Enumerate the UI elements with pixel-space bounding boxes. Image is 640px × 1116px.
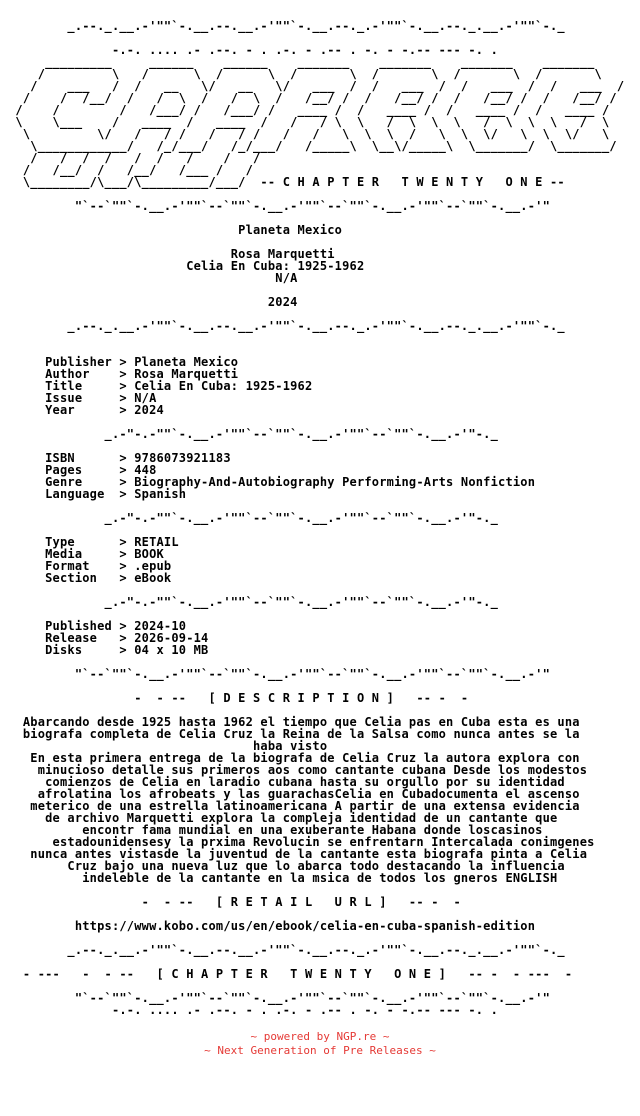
nfo-line: Media > BOOK xyxy=(8,547,164,561)
nfo-line: - - -- [ D E S C R I P T I O N ] -- - - xyxy=(8,691,469,705)
nfo-line: _________ ______ ______ _______ _______ _______ _______ xyxy=(8,55,595,69)
nfo-line: Author > Rosa Marquetti xyxy=(8,367,239,381)
nfo-line: En esta primera entrega de la biografa de Celia Cruz la autora explora con xyxy=(8,751,580,765)
nfo-line: meterico de una estrella latinoamericana A partir de una extensa evidencia xyxy=(8,799,580,813)
nfo-line: \ \___ / ____ / ____ / / / \ \ / \ \ \ / \ \ \ / \ xyxy=(8,115,610,129)
nfo-line: Language > Spanish xyxy=(8,487,187,501)
nfo-line: / \ / \ / \ / \ / \ / \ / \ xyxy=(8,67,602,81)
nfo-line: ISBN > 9786073921183 xyxy=(8,451,231,465)
nfo-line: Abarcando desde 1925 hasta 1962 el tiempo que Celia pas en Cuba esta es una xyxy=(8,715,580,729)
nfo-line: Rosa Marquetti xyxy=(8,247,335,261)
nfo-line: "`--`""`-.__.-'""`--`""`-.__.-'""`--`""`-.__.-'""`--`""`-.__.-'" xyxy=(8,667,550,681)
nfo-line: Issue > N/A xyxy=(8,391,157,405)
nfo-line: / ___ / / __ \/ __ \/ ___ / / ___ / / ___ / / ___ / xyxy=(8,79,625,93)
powered-by-text: ~ powered by NGP.re ~ xyxy=(250,1030,390,1043)
nfo-line: -.-. .... .- .--. - . .-. - .-- . -. - -.-- --- -. . xyxy=(8,1003,499,1017)
nfo-line: 2024 xyxy=(8,295,298,309)
nfo-line: "`--`""`-.__.-'""`--`""`-.__.-'""`--`""`-.__.-'""`--`""`-.__.-'" xyxy=(8,199,550,213)
nfo-line: \ \/ / / / / / / / / \ \ \ / \ \ \/ \ \ \/ \ xyxy=(8,127,610,141)
nfo-line: N/A xyxy=(8,271,298,285)
nfo-line: Type > RETAIL xyxy=(8,535,179,549)
nfo-line: _.--._.__.-'""`-.__.--.__.-'""`-.__.--._.-'""`-.__.--._.__.-'""`-._ xyxy=(8,319,565,333)
nfo-line: \________/\___/\_________/___/ -- C H A P T E R T W E N T Y O N E -- xyxy=(8,175,565,189)
nfo-line: de archivo Marquetti explora la compleja identidad de un cantante que xyxy=(8,811,558,825)
nfo-line: _.--._.__.-'""`-.__.--.__.-'""`-.__.--._.-'""`-.__.--._.__.-'""`-._ xyxy=(8,19,565,33)
tagline-text: ~ Next Generation of Pre Releases ~ xyxy=(204,1044,436,1057)
nfo-line: Title > Celia En Cuba: 1925-1962 xyxy=(8,379,313,393)
footer xyxy=(0,1030,640,1058)
nfo-line: Planeta Mexico xyxy=(8,223,343,237)
nfo-line: Genre > Biography-And-Autobiography Performing-Arts Nonfiction xyxy=(8,475,536,489)
nfo-line: haba visto xyxy=(8,739,328,753)
nfo-line: / / /__/ / / \ / / \ / /__/ / / /__/ / / /__/ / / /__/ / xyxy=(8,91,617,105)
nfo-line: minucioso detalle sus primeros aos como cantante cubana Desde los modestos xyxy=(8,763,588,777)
nfo-line: _.-"-.-""`-.__.-'""`--`""`-.__.-'""`--`""`-.__.-'"-._ xyxy=(8,427,499,441)
nfo-line: Disks > 04 x 10 MB xyxy=(8,643,209,657)
nfo-line: _.-"-.-""`-.__.-'""`--`""`-.__.-'""`--`""`-.__.-'"-._ xyxy=(8,511,499,525)
nfo-line: biografa completa de Celia Cruz la Reina de la Salsa como nunca antes se la xyxy=(8,727,580,741)
nfo-line: Release > 2026-09-14 xyxy=(8,631,209,645)
nfo-line: / / / /___/ / /___/ / ____ / / ____ / / ____ / / ____ / xyxy=(8,103,610,117)
nfo-line: https://www.kobo.com/us/en/ebook/celia-en-cuba-spanish-edition xyxy=(8,919,536,933)
nfo-line: Section > eBook xyxy=(8,571,172,585)
nfo-line: afrolatina los afrobeats y las guarachasCelia en Cubadocumenta el ascenso xyxy=(8,787,580,801)
nfo-line: -.-. .... .- .--. - . .-. - .-- . -. - -.-- --- -. . xyxy=(8,43,499,57)
nfo-line: Celia En Cuba: 1925-1962 xyxy=(8,259,365,273)
nfo-line: Published > 2024-10 xyxy=(8,619,187,633)
nfo-line: / /__/ / /__/ /___ / / xyxy=(8,163,254,177)
nfo-line: Publisher > Planeta Mexico xyxy=(8,355,239,369)
nfo-line: / / / / / / / / / xyxy=(8,151,261,165)
nfo-line: indeleble de la cantante en la msica de todos los gneros ENGLISH xyxy=(8,871,558,885)
nfo-line: "`--`""`-.__.-'""`--`""`-.__.-'""`--`""`-.__.-'""`--`""`-.__.-'" xyxy=(8,991,550,1005)
nfo-line: _.-"-.-""`-.__.-'""`--`""`-.__.-'""`--`""`-.__.-'"-._ xyxy=(8,595,499,609)
nfo-line: - - -- [ R E T A I L U R L ] -- - - xyxy=(8,895,461,909)
nfo-line: Cruz bajo una nueva luz que lo abarca todo destacando la influencia xyxy=(8,859,565,873)
nfo-line: \____________/ /_/___/ /_/___/ /_____\ \__\/_____\ \_______/ \_______/ xyxy=(8,139,617,153)
nfo-line: Year > 2024 xyxy=(8,403,164,417)
nfo-line: Pages > 448 xyxy=(8,463,157,477)
nfo-line: comienzos de Celia en laradio cubana hasta su orgullo por su identidad xyxy=(8,775,565,789)
nfo-line: nunca antes vistasde la juventud de la cantante esta biografa pinta a Celia xyxy=(8,847,588,861)
nfo-line: Format > .epub xyxy=(8,559,172,573)
nfo-line: _.--._.__.-'""`-.__.--.__.-'""`-.__.--._.-'""`-.__.--._.__.-'""`-._ xyxy=(8,943,565,957)
nfo-line: estadounidensesy la prxima Revolucin se enfrentarn Intercalada conimgenes xyxy=(8,835,595,849)
nfo-line: encontr fama mundial en una exuberante Habana donde loscasinos xyxy=(8,823,543,837)
nfo-line: - --- - - -- [ C H A P T E R T W E N T Y O N E ] -- - - --- - xyxy=(8,967,573,981)
